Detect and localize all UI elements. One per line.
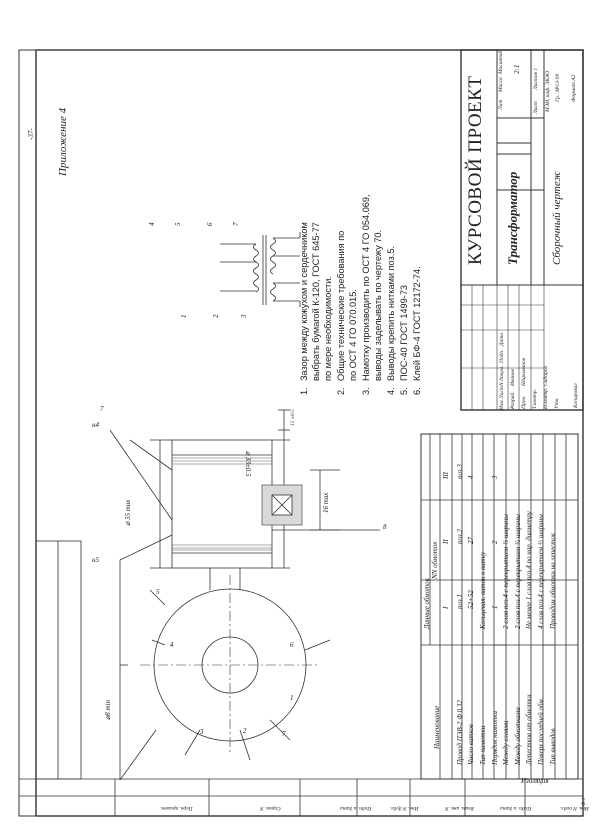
left-strip-label: Инв. N дубл.	[390, 805, 419, 811]
stamp-role: Пров.	[521, 395, 527, 409]
dim-outer: ⌀ 35 max	[124, 499, 132, 526]
tv-pos-5: 5	[156, 588, 160, 596]
notes-block	[298, 115, 424, 395]
dim-hole: ⌀8 min	[104, 700, 112, 720]
note-item	[411, 115, 423, 395]
table-row-name: Лепестков от обмотки	[525, 694, 533, 765]
appendix-label: Приложение 4	[57, 107, 69, 176]
title-format: Формат А2	[571, 74, 577, 102]
left-strip-label: Подп. и дата	[340, 805, 372, 811]
title-project: КУРСОВОЙ ПРОЕКТ	[465, 75, 486, 265]
note-number: 2.	[336, 387, 346, 395]
title-block	[461, 50, 583, 410]
stamp-role: Н.контр.	[543, 387, 549, 409]
table-cell: 3	[491, 475, 499, 479]
tv-pos-3: 3	[200, 728, 204, 736]
pin-6: 6	[206, 222, 214, 226]
table-cell: поз.2	[456, 529, 464, 544]
note-line: Намотку производить по ОСТ 4 ГО 054.069,	[361, 194, 371, 381]
note-line: выбрать бумагой К-120, ГОСТ 645-77	[311, 222, 321, 381]
pin-1: 1	[180, 314, 188, 318]
pin-4: 4	[148, 222, 156, 226]
left-strip-label: Инв. N подл.	[560, 805, 589, 811]
table-cell: 2	[491, 540, 499, 544]
stamp-role: Т.контр.	[532, 388, 538, 409]
note-line: по мере необходимости.	[323, 276, 333, 381]
note-number: 5.	[399, 387, 409, 395]
title-col-mass: Масса	[498, 77, 504, 92]
table-col-name: Наименование	[433, 705, 441, 749]
title-org2: Гр. ЭР13-99	[555, 73, 561, 102]
title-col-lit: Лит	[498, 99, 504, 110]
table-row-name: Тип намотки	[479, 725, 487, 765]
stamp-col-label: N докум.	[499, 365, 505, 386]
pin-5: 5	[174, 222, 182, 226]
note-number: 6.	[412, 387, 422, 395]
note-item	[360, 115, 384, 395]
dim-15: 15 ±0.5	[290, 409, 296, 426]
table-side-label: Изоляция	[521, 777, 549, 785]
title-org1: МЭИ, каф. ЭКАО	[545, 70, 551, 112]
note-line: Выводы крепить нитками поз.5.	[386, 246, 396, 381]
left-strip-label: Перв. примен.	[160, 805, 193, 811]
side-view-hatch	[172, 458, 272, 550]
title-col-scale: Масштаб	[498, 50, 504, 74]
note-number: 1.	[299, 387, 309, 395]
note-number: 3.	[361, 387, 371, 395]
table-row-name: Тип выводов	[549, 728, 557, 765]
note-text	[411, 266, 423, 381]
table-cell-span: Не менее 1 слоя поз.4 по нар. диаметру	[525, 511, 533, 629]
note-number: 4.	[386, 387, 396, 395]
note-line: выводы заделывать по чертежу 70.	[373, 229, 383, 381]
title-copied: Копировал	[573, 383, 579, 408]
stamp-role: Утв.	[554, 397, 560, 409]
dim-height: 16 max	[322, 492, 330, 513]
note-line: ПОС-40 ГОСТ 1499-73	[399, 284, 409, 381]
note-item	[398, 115, 410, 395]
table-cell: 52+52	[467, 590, 475, 609]
table-title: Данные обмоток	[423, 578, 431, 629]
note-line: Общие технические требования по	[336, 230, 346, 381]
note-item	[385, 115, 397, 395]
title-scale: 2:1	[513, 64, 521, 74]
table-cell: 1	[491, 605, 499, 609]
table-row-name: Поверх последней обм.	[537, 697, 545, 765]
notes-list	[298, 115, 423, 395]
left-strip-label: Взам. инв. N	[445, 805, 474, 811]
pin-3: 3	[240, 314, 248, 318]
stamp-role: Разраб.	[510, 391, 516, 409]
dim-inner: ⌀ 33±0.5	[244, 451, 252, 477]
stamp-name: Сидоров	[543, 366, 549, 386]
stamp-col-label: Подп.	[499, 349, 505, 363]
note-text	[385, 246, 397, 381]
table-col-nn: NN обмоток	[431, 541, 439, 579]
table-cell-span: 2 слоя поз.4 с перекрытием ½ ширины	[514, 514, 522, 629]
note-item	[298, 115, 334, 395]
table-cell-span: Кольцевая, виток к витку	[479, 551, 487, 629]
a4-mark: Ф.1	[581, 797, 587, 806]
table-col-1: I	[442, 606, 450, 609]
title-sheet: Лист	[533, 101, 539, 114]
stamp-col-label: Изм	[499, 400, 505, 410]
pin-7: 7	[232, 222, 240, 226]
tv-pos-6: 6	[290, 641, 294, 649]
note-text	[360, 194, 384, 381]
title-sheets: Листов 1	[533, 67, 539, 90]
pos-h4: н4	[92, 421, 99, 429]
table-col-3: III	[442, 472, 450, 479]
side-view	[110, 410, 380, 590]
pos-7: 7	[100, 405, 104, 413]
table-row-name: Порядок намотки	[491, 710, 499, 765]
bottom-strip	[19, 779, 583, 816]
tv-pos-1: 1	[290, 694, 294, 702]
note-line: Зазор между кожухом и сердечником	[299, 222, 309, 381]
note-text	[298, 222, 334, 381]
table-cell-span: Проводом обмотки на лепесток	[549, 532, 557, 629]
note-line: Клей БФ-4 ГОСТ 12172-74.	[412, 266, 422, 381]
left-strip-label: Справ. N	[260, 805, 281, 811]
pos-8: 8	[383, 523, 387, 531]
table-row-name: Между слоями	[502, 720, 510, 765]
pin-2: 2	[212, 314, 220, 318]
stamp-col-label: Лист	[499, 386, 505, 399]
left-box	[36, 541, 81, 779]
table-cell-span: 2 слоя поз.4 с перекрытием ½ ширины	[502, 514, 510, 629]
top-view	[120, 560, 330, 780]
table-cell: поз.3	[456, 464, 464, 479]
table-col-2: II	[442, 539, 450, 544]
table-cell: поз.1	[456, 594, 464, 609]
tv-pos-7: 7	[282, 730, 286, 738]
stamp-col-label: Дата	[499, 332, 505, 346]
table-row-name: Между обмотками	[514, 707, 522, 765]
note-text	[335, 231, 359, 381]
left-strip-label: Подп. и дата	[500, 805, 532, 811]
note-item	[335, 115, 359, 395]
stamp-name: Иванов	[510, 369, 516, 386]
title-doc-type: Сборочный чертеж	[551, 171, 563, 265]
note-line: по ОСТ 4 ГО 070.015.	[348, 289, 358, 381]
tv-pos-2: 2	[243, 727, 247, 735]
note-text	[398, 285, 410, 381]
table-cell: 4	[467, 475, 475, 479]
table-row-name: Провод ПЭВ-2 Ф 0,32	[456, 700, 464, 765]
windings-table	[421, 434, 578, 785]
schematic	[220, 232, 300, 307]
table-row-name: Число витков	[467, 724, 475, 765]
tv-pos-4: 4	[170, 641, 174, 649]
stamp-name: Шириманов	[521, 357, 527, 386]
table-cell: 27	[467, 537, 475, 544]
pos-h5: н5	[92, 556, 99, 564]
title-product: Трансформатор	[505, 171, 520, 265]
page-number: -37-	[27, 128, 35, 140]
table-cell-span: 4 слоя поз.4 с перекрытием ½ ширины	[537, 514, 545, 629]
